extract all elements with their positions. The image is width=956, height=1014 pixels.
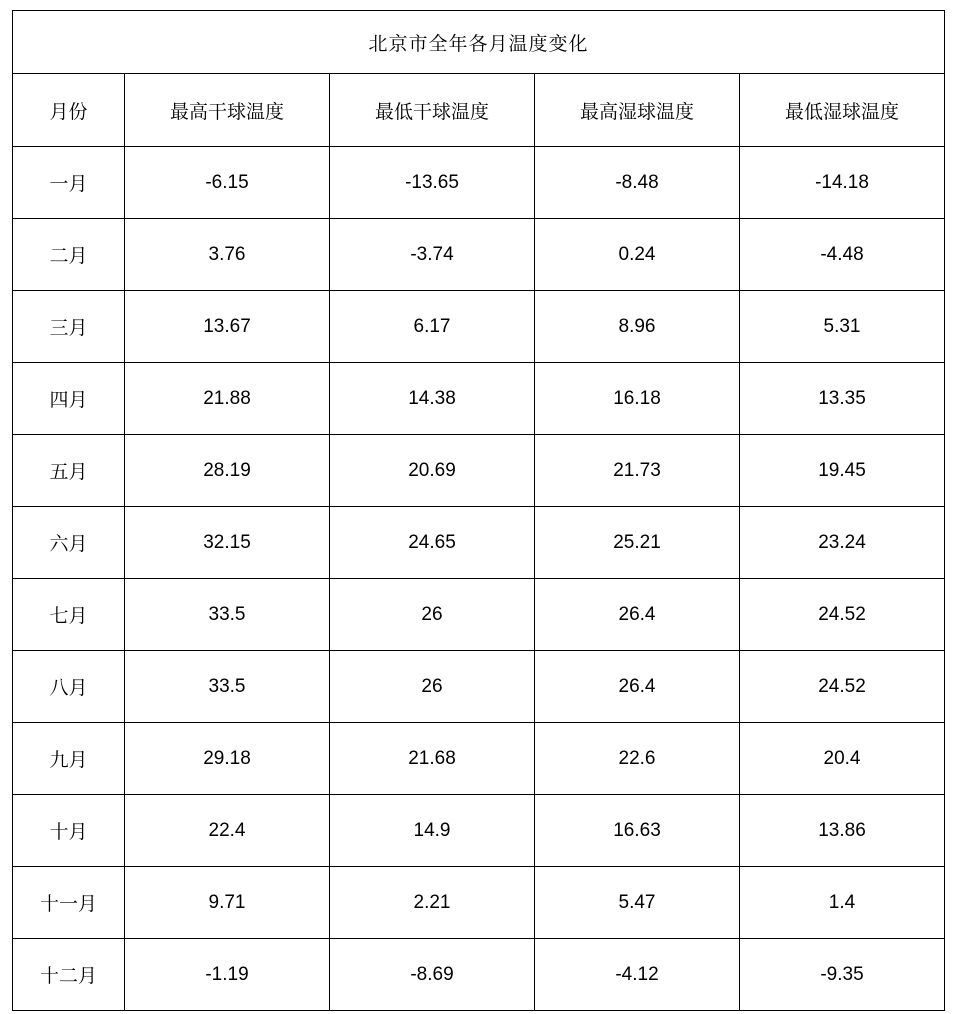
cell-month: 十二月	[13, 939, 125, 1011]
column-header-min-wet-bulb: 最低湿球温度	[740, 74, 945, 147]
cell-max-dry-bulb: -1.19	[125, 939, 330, 1011]
cell-max-wet-bulb: -4.12	[535, 939, 740, 1011]
cell-max-wet-bulb: 21.73	[535, 435, 740, 507]
cell-min-dry-bulb: 21.68	[330, 723, 535, 795]
cell-month: 十一月	[13, 867, 125, 939]
cell-max-wet-bulb: 22.6	[535, 723, 740, 795]
cell-min-dry-bulb: -3.74	[330, 219, 535, 291]
cell-max-wet-bulb: 5.47	[535, 867, 740, 939]
cell-max-dry-bulb: 33.5	[125, 579, 330, 651]
cell-max-wet-bulb: 26.4	[535, 579, 740, 651]
cell-max-dry-bulb: 13.67	[125, 291, 330, 363]
cell-min-wet-bulb: 5.31	[740, 291, 945, 363]
cell-min-dry-bulb: -8.69	[330, 939, 535, 1011]
cell-month: 十月	[13, 795, 125, 867]
table-row	[13, 795, 945, 867]
cell-max-wet-bulb: 8.96	[535, 291, 740, 363]
table-row	[13, 435, 945, 507]
cell-min-wet-bulb: 23.24	[740, 507, 945, 579]
table-row	[13, 219, 945, 291]
table-header-row	[13, 74, 945, 147]
table-row	[13, 651, 945, 723]
table-body	[13, 11, 945, 1011]
cell-min-wet-bulb: 13.35	[740, 363, 945, 435]
cell-month: 六月	[13, 507, 125, 579]
cell-max-dry-bulb: 32.15	[125, 507, 330, 579]
cell-min-dry-bulb: 24.65	[330, 507, 535, 579]
cell-min-wet-bulb: -9.35	[740, 939, 945, 1011]
cell-min-wet-bulb: 24.52	[740, 579, 945, 651]
cell-month: 五月	[13, 435, 125, 507]
cell-min-dry-bulb: 26	[330, 579, 535, 651]
cell-max-dry-bulb: 29.18	[125, 723, 330, 795]
cell-month: 七月	[13, 579, 125, 651]
cell-min-dry-bulb: 20.69	[330, 435, 535, 507]
cell-min-wet-bulb: 1.4	[740, 867, 945, 939]
cell-min-dry-bulb: 14.9	[330, 795, 535, 867]
temperature-table	[12, 10, 945, 1011]
column-header-max-wet-bulb: 最高湿球温度	[535, 74, 740, 147]
cell-min-dry-bulb: 14.38	[330, 363, 535, 435]
cell-min-wet-bulb: -4.48	[740, 219, 945, 291]
cell-max-dry-bulb: 9.71	[125, 867, 330, 939]
table-row	[13, 147, 945, 219]
cell-max-wet-bulb: -8.48	[535, 147, 740, 219]
cell-min-wet-bulb: 20.4	[740, 723, 945, 795]
cell-month: 一月	[13, 147, 125, 219]
cell-min-wet-bulb: 24.52	[740, 651, 945, 723]
table-row	[13, 579, 945, 651]
cell-max-dry-bulb: 22.4	[125, 795, 330, 867]
cell-min-wet-bulb: 13.86	[740, 795, 945, 867]
cell-max-dry-bulb: 21.88	[125, 363, 330, 435]
cell-max-wet-bulb: 0.24	[535, 219, 740, 291]
cell-month: 九月	[13, 723, 125, 795]
column-header-min-dry-bulb: 最低干球温度	[330, 74, 535, 147]
cell-max-wet-bulb: 16.18	[535, 363, 740, 435]
cell-max-dry-bulb: 33.5	[125, 651, 330, 723]
column-header-max-dry-bulb: 最高干球温度	[125, 74, 330, 147]
cell-max-dry-bulb: 3.76	[125, 219, 330, 291]
table-row	[13, 363, 945, 435]
cell-min-dry-bulb: 2.21	[330, 867, 535, 939]
cell-month: 三月	[13, 291, 125, 363]
table-row	[13, 867, 945, 939]
cell-max-wet-bulb: 25.21	[535, 507, 740, 579]
table-row	[13, 939, 945, 1011]
title-row	[13, 11, 945, 74]
cell-min-wet-bulb: 19.45	[740, 435, 945, 507]
cell-min-wet-bulb: -14.18	[740, 147, 945, 219]
cell-max-wet-bulb: 16.63	[535, 795, 740, 867]
table-row	[13, 291, 945, 363]
cell-min-dry-bulb: 26	[330, 651, 535, 723]
column-header-month: 月份	[13, 74, 125, 147]
cell-max-dry-bulb: 28.19	[125, 435, 330, 507]
cell-month: 四月	[13, 363, 125, 435]
table-row	[13, 507, 945, 579]
cell-month: 八月	[13, 651, 125, 723]
page-title: 北京市全年各月温度变化	[13, 11, 945, 74]
table-row	[13, 723, 945, 795]
cell-max-wet-bulb: 26.4	[535, 651, 740, 723]
cell-month: 二月	[13, 219, 125, 291]
cell-max-dry-bulb: -6.15	[125, 147, 330, 219]
cell-min-dry-bulb: 6.17	[330, 291, 535, 363]
cell-min-dry-bulb: -13.65	[330, 147, 535, 219]
